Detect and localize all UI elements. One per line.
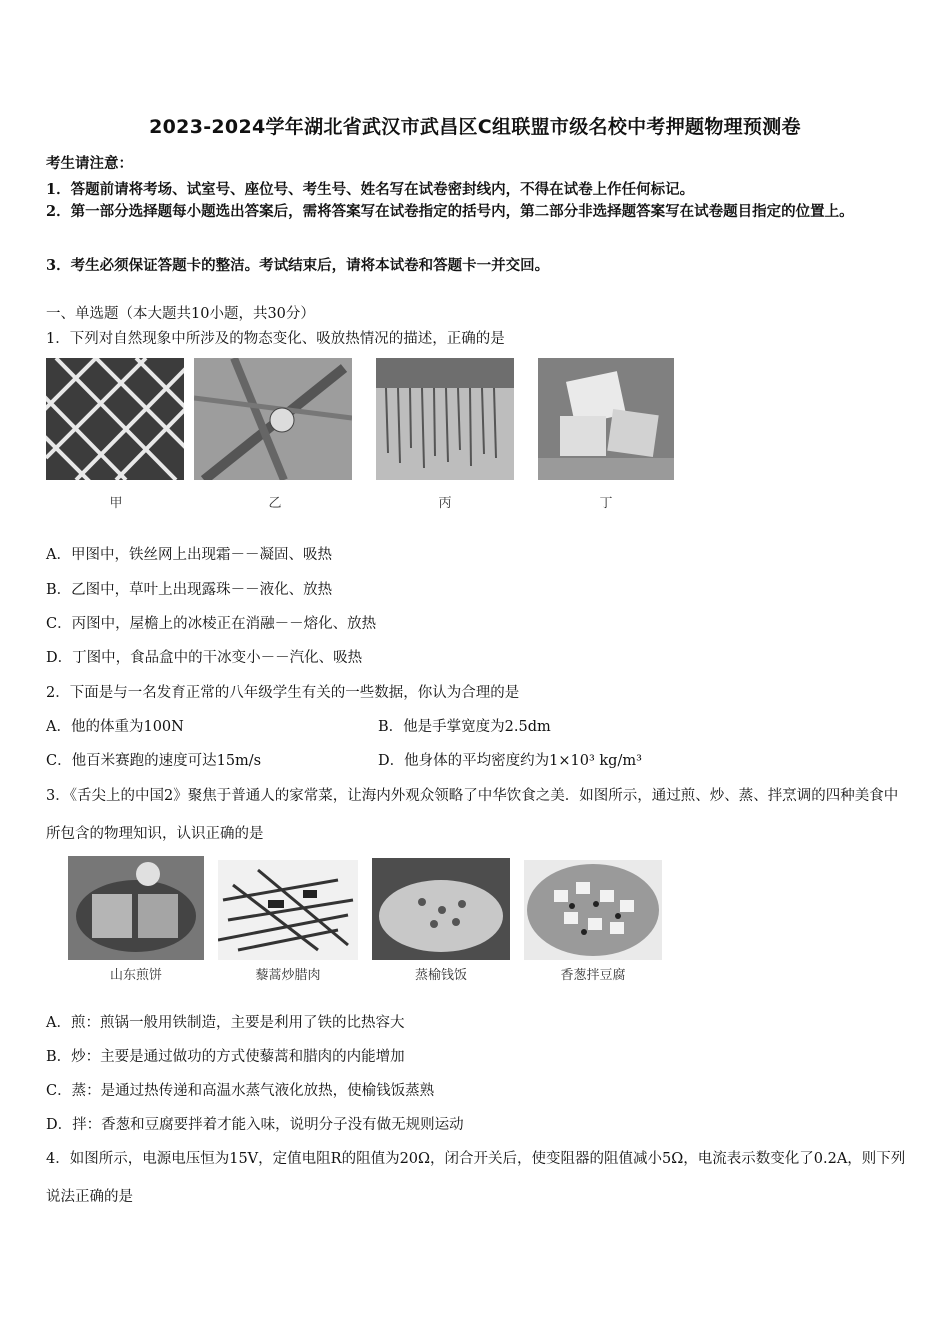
q1-option-b: B．乙图中，草叶上出现露珠－－液化、放热 — [46, 582, 333, 598]
q2-option-a: A．他的体重为100N — [46, 719, 184, 735]
shandong-pancake-image — [68, 856, 204, 960]
q1-stem: 1．下列对自然现象中所涉及的物态变化、吸放热情况的描述，正确的是 — [46, 331, 505, 347]
q3-stem: 3．《舌尖上的中国2》聚焦于普通人的家常菜，让海内外观众领略了中华饮食之美．如图所示，通过煎、炒、蒸、拌烹调的四种美食中所包含的物理知识，认识正确的是 — [46, 788, 899, 842]
q3-caption-3: 蒸榆钱饭 — [414, 968, 467, 983]
q3-caption-4: 香葱拌豆腐 — [560, 968, 626, 983]
q2-stem: 2．下面是与一名发育正常的八年级学生有关的一些数据，你认为合理的是 — [46, 685, 520, 701]
q3-figure — [68, 852, 668, 990]
steamed-elm-rice-image — [372, 858, 510, 960]
q3-caption-2: 藜蒿炒腊肉 — [255, 968, 321, 983]
scallion-tofu-image — [524, 860, 662, 960]
q1-option-c: C．丙图中，屋檐上的冰棱正在消融－－熔化、放热 — [46, 616, 377, 632]
notice-item-2: 2．第一部分选择题每小题选出答案后，需将答案写在试卷指定的括号内，第二部分非选择题答案写在试卷题目指定的位置上。 — [46, 203, 854, 220]
icicles-on-eaves-image — [376, 358, 514, 480]
notice-item-3: 3．考生必须保证答题卡的整洁。考试结束后，请将本试卷和答题卡一并交回。 — [46, 257, 550, 274]
q1-caption-2: 乙 — [268, 496, 282, 511]
frost-wire-mesh-image — [46, 358, 184, 480]
q1-caption-4: 丁 — [599, 496, 613, 511]
q3-caption-1: 山东煎饼 — [109, 968, 162, 983]
exam-title: 2023-2024学年湖北省武汉市武昌区C组联盟市级名校中考押题物理预测卷 — [149, 116, 801, 138]
q2-option-c: C．他百米赛跑的速度可达15m/s — [46, 753, 262, 769]
q1-figure — [46, 358, 686, 518]
q1-option-d: D．丁图中，食品盒中的干冰变小－－汽化、吸热 — [46, 650, 363, 666]
section-heading: 一、单选题（本大题共10小题，共30分） — [46, 306, 315, 322]
q1-caption-3: 丙 — [438, 496, 452, 511]
artemisia-bacon-image — [218, 860, 358, 960]
q4-stem: 4．如图所示，电源电压恒为15V，定值电阻R的阻值为20Ω，闭合开关后，使变阻器的阻值减小5Ω，电流表示数变化了0.2A，则下列说法正确的是 — [46, 1151, 906, 1205]
q1-option-a: A．甲图中，铁丝网上出现霜－－凝固、吸热 — [46, 547, 332, 563]
dew-on-grass-image — [194, 358, 352, 480]
notice-item-1: 1．答题前请将考场、试室号、座位号、考生号、姓名写在试卷密封线内，不得在试卷上作任何标记。 — [46, 181, 695, 198]
q1-caption-1: 甲 — [109, 496, 123, 511]
q2-option-d: D．他身体的平均密度约为1×10³ kg/m³ — [378, 753, 642, 769]
q2-option-b: B．他是手掌宽度为2.5dm — [378, 719, 551, 735]
q3-option-c: C．蒸：是通过热传递和高温水蒸气液化放热，使榆钱饭蒸熟 — [46, 1083, 435, 1099]
q3-option-a: A．煎：煎锅一般用铁制造，主要是利用了铁的比热容大 — [46, 1015, 405, 1031]
notice-heading: 考生请注意： — [46, 155, 133, 172]
dry-ice-image — [538, 358, 674, 480]
q3-option-b: B．炒：主要是通过做功的方式使藜蒿和腊肉的内能增加 — [46, 1049, 405, 1065]
q3-option-d: D．拌：香葱和豆腐要拌着才能入味，说明分子没有做无规则运动 — [46, 1117, 464, 1133]
